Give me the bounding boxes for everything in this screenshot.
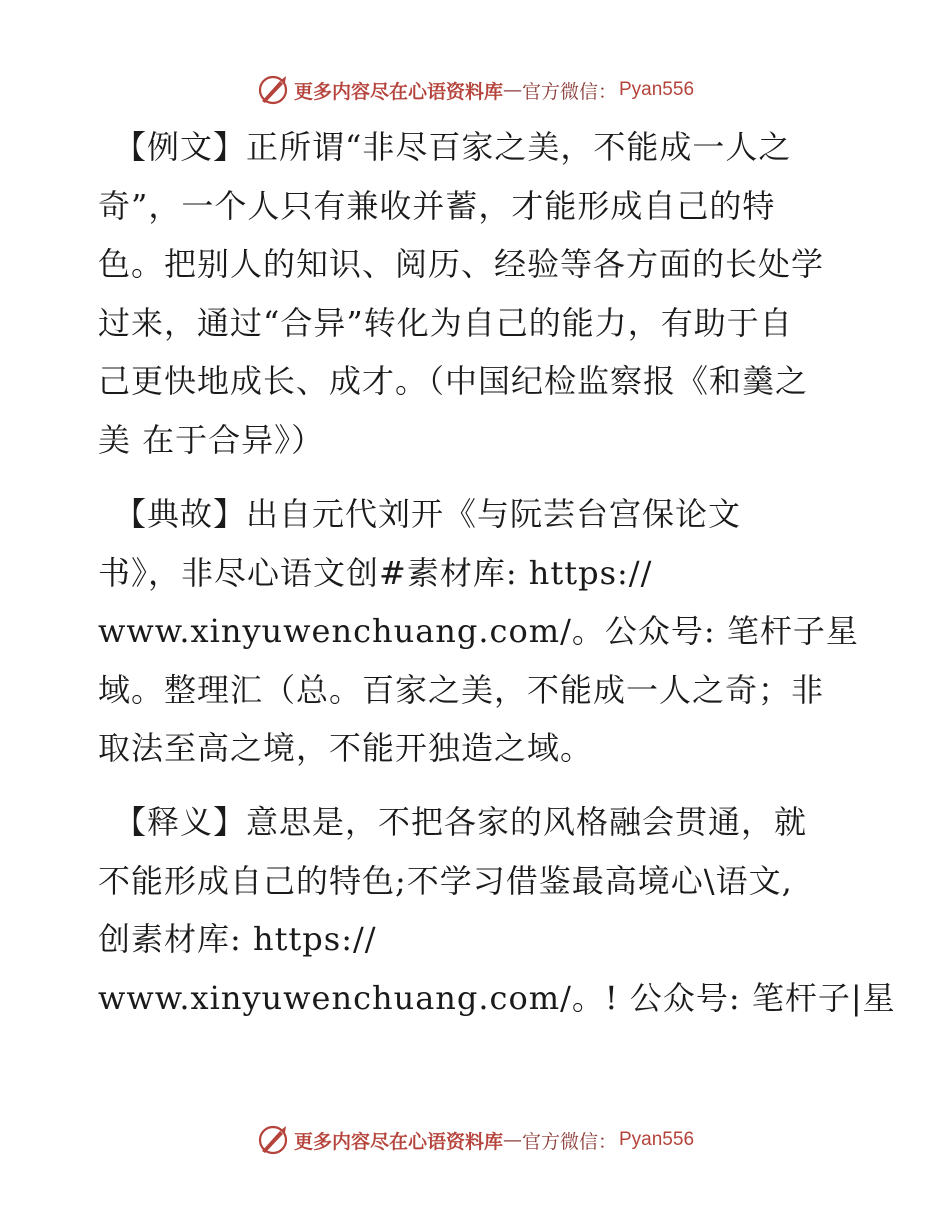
paragraph-interpretation (98, 793, 896, 1027)
text-line: 书》，非尽心语文创#素材库: https:// (98, 553, 653, 592)
banner-wechat-label: 官方微信： (521, 80, 617, 103)
text-line: 奇”，一个人只有兼收并蓄，才能形成自己的特 (98, 186, 776, 225)
banner-dash: — (502, 1129, 522, 1151)
paragraph-allusion (98, 485, 858, 778)
text-line: 色。把别人的知识、阅历、经验等各方面的长处学 (98, 245, 825, 283)
text-line: 不能形成自己的特色;不学习借鉴最高境心\语文, (98, 861, 793, 900)
banner-title: 更多内容尽在心语资料库 (293, 1130, 503, 1153)
banner-title: 更多内容尽在心语资料库 (293, 80, 503, 103)
quill-logo-icon (256, 73, 290, 107)
text-line: www.xinyuwenchuang.com/。公众号: 笔杆子星 (98, 612, 859, 650)
text-line: 【典故】出自元代刘开《与阮芸台宫保论文 (114, 495, 742, 533)
banner-wechat-id: Pyan556 (619, 79, 695, 100)
text-line: 域。整理汇（总。百家之美，不能成一人之奇；非 (98, 670, 825, 709)
banner-dash: — (502, 79, 522, 101)
text-line: 己更快地成长、成才。（中国纪检监察报《和羹之 (98, 362, 809, 400)
paragraph-example (98, 118, 858, 469)
text-line: 【释义】意思是，不把各家的风格融会贯通，就 (114, 803, 808, 841)
footer-banner (0, 1120, 950, 1160)
text-line: 创素材库: https:// (98, 920, 377, 958)
text-line: 美 在于合异》） (98, 420, 325, 459)
text-line: 取法至高之境，不能开独造之域。 (98, 729, 594, 767)
banner-wechat-label: 官方微信： (521, 1130, 617, 1153)
quill-logo-icon (256, 1123, 290, 1157)
text-line: www.xinyuwenchuang.com/。! 公众号: 笔杆子|星 (98, 978, 896, 1017)
banner-wechat-id: Pyan556 (619, 1129, 695, 1150)
header-banner (0, 70, 950, 110)
text-line: 过来，通过“合异”转化为自己的能力，有助于自 (98, 303, 793, 342)
text-line: 【例文】正所谓“非尽百家之美，不能成一人之 (114, 128, 792, 166)
